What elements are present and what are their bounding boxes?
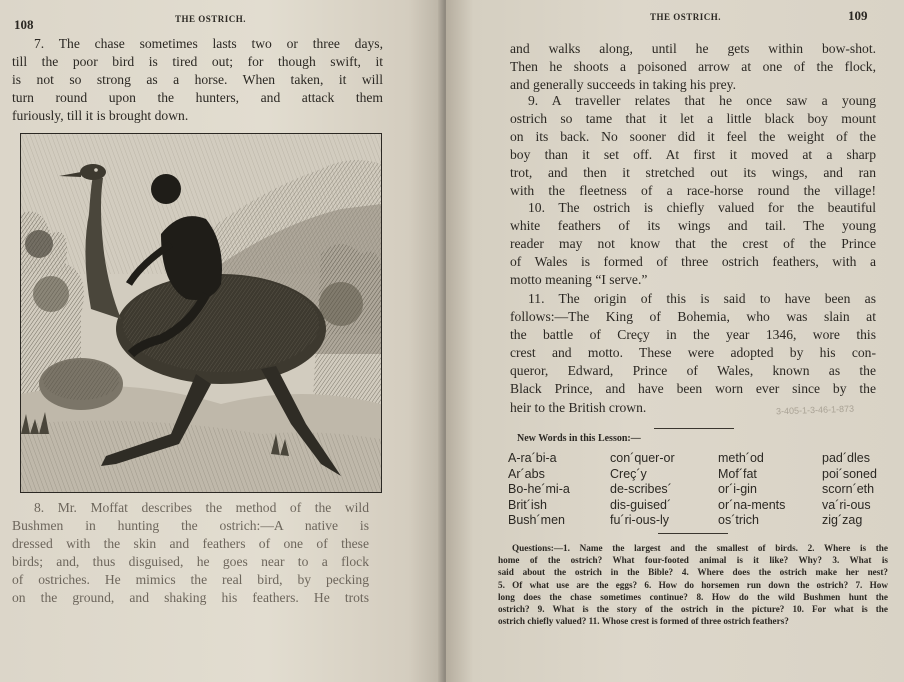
new-word: Bo-he´mi-a	[508, 482, 570, 497]
paragraph-line: crest and motto. These were adopted by his con-	[510, 345, 876, 361]
paragraph-line: birds; and, thus disguised, he goes near to a flock	[12, 554, 369, 570]
paragraph-line: queror, Edward, Prince of Wales, known as the	[510, 363, 876, 379]
new-word: os´trich	[718, 513, 759, 528]
new-word: Ar´abs	[508, 466, 545, 481]
new-words-column-1	[508, 451, 570, 529]
question-line: long does the chase sometimes continue? 8. How do the wild Bushmen hunt the	[498, 591, 888, 602]
question-line: ostrich chiefly valued? 11. Whose crest is formed of three ostrich feathers?	[498, 616, 789, 627]
paragraph-line: with the fleetness of a race-horse round the village!	[510, 183, 876, 199]
paragraph-line: follows:—The King of Bohemia, who was slain at	[510, 309, 876, 325]
paragraph-line: furiously, till it is brought down.	[12, 108, 189, 124]
question-line: said about the ostrich in the Bible? 4. Where does the ostrich make her nest?	[498, 567, 888, 578]
new-word: de-scribes´	[610, 482, 672, 497]
question-line: ostrich? 9. What is the story of the ostrich in the picture? 10. For what is the	[498, 604, 888, 615]
pencil-note: 3-405-1-3-46-1-873	[775, 403, 855, 417]
ostrich-with-rider-engraving-icon	[20, 133, 382, 493]
paragraph-line: and generally succeeds in taking his prey.	[510, 77, 736, 93]
new-word: con´quer-or	[610, 451, 675, 465]
paragraph-line: reader may not know that the crest of the Prince	[510, 236, 876, 252]
illustration-svg	[21, 134, 381, 492]
questions-block	[498, 542, 888, 627]
paragraph-line: the battle of Creçy in the year 1346, wore this	[510, 327, 876, 343]
new-word: Brit´ish	[508, 497, 547, 512]
new-word: A-ra´bi-a	[508, 451, 557, 465]
paragraph-line: white feathers of its wings and tail. The young	[510, 218, 876, 234]
question-line: home of the ostrich? What four-footed animal is it like? Why? 3. What is	[498, 555, 888, 566]
new-word: scorn´eth	[822, 482, 875, 497]
divider-top	[654, 428, 734, 429]
paragraph-line: Black Prince, and have been worn ever since by the	[510, 381, 876, 397]
paragraph-10	[510, 199, 876, 289]
new-word: meth´od	[718, 451, 764, 465]
paragraph-line: of Wales is formed of three ostrich feathers, with a	[510, 254, 876, 270]
paragraph-line: ostrich so tame that it let a little black boy mount	[510, 111, 876, 127]
new-word: pad´dles	[822, 451, 870, 465]
new-word: or´i-gin	[718, 482, 757, 497]
new-words-title: New Words in this Lesson:—	[517, 433, 641, 444]
paragraph-7	[12, 35, 383, 125]
question-line: 5. Of what use are the eggs? 6. How do horsemen run down the ostrich? 7. How	[498, 579, 888, 590]
paragraph-line: and walks along, until he gets within bow-shot.	[510, 41, 876, 56]
paragraph-9	[510, 92, 876, 201]
paragraph-line: dressed with the skin and feathers of one of these	[12, 536, 369, 552]
paragraph-line: turn round upon the hunters, and attack them	[12, 90, 383, 106]
new-word: Creç´y	[610, 466, 647, 481]
new-words-column-2	[610, 451, 675, 529]
paragraph-8-continued	[510, 40, 876, 94]
paragraph-line: heir to the British crown.	[510, 399, 647, 415]
paragraph-line: motto meaning “I serve.”	[510, 272, 648, 288]
paragraph-line: 8. Mr. Moffat describes the method of the wild	[34, 500, 369, 515]
paragraph-8	[12, 499, 369, 608]
paragraph-line: trot, and then it stretched out its wings, and ran	[510, 165, 876, 181]
new-words-column-3	[718, 451, 785, 529]
paragraph-line: 10. The ostrich is chiefly valued for the beautiful	[528, 200, 876, 215]
running-head-left: THE OSTRICH.	[175, 14, 247, 24]
paragraph-line: is not so strong as a horse. When taken, it will	[12, 72, 383, 88]
paragraph-line: boy than it set off. At first it moved at a sharp	[510, 147, 876, 163]
left-page	[0, 0, 444, 682]
paragraph-line: 7. The chase sometimes lasts two or three days,	[34, 36, 383, 51]
paragraph-line: on the ground, and shaking his feathers. He trots	[12, 590, 369, 606]
paragraph-line: Then he shoots a poisoned arrow at one of the flock,	[510, 59, 876, 75]
page-number-left: 108	[14, 17, 34, 32]
paragraph-line: on its back. No sooner did it feel the weight of the	[510, 129, 876, 145]
paragraph-line: 9. A traveller relates that he once saw a young	[528, 93, 876, 108]
paragraph-line: 11. The origin of this is said to have been as	[528, 291, 876, 306]
new-word: va´ri-ous	[822, 497, 871, 512]
divider-bottom	[658, 533, 728, 534]
question-line: Questions:—1. Name the largest and the smallest of birds. 2. Where is the	[512, 543, 888, 553]
right-page	[446, 0, 904, 682]
new-word: fu´ri-ous-ly	[610, 513, 670, 528]
paragraph-line: till the poor bird is tired out; for though swift, it	[12, 54, 383, 70]
new-word: zig´zag	[822, 513, 863, 528]
paragraph-11	[510, 290, 876, 417]
new-word: or´na-ments	[718, 497, 786, 512]
new-word: Bush´men	[508, 513, 565, 528]
running-head-right: THE OSTRICH.	[650, 12, 722, 22]
new-word: dis-guised´	[610, 497, 672, 512]
new-word: poi´soned	[822, 466, 877, 481]
page-number-right: 109	[848, 8, 868, 23]
paragraph-line: Bushmen in hunting the ostrich:—A native is	[12, 518, 369, 534]
paragraph-line: of ostriches. He mimics the real bird, by pecking	[12, 572, 369, 588]
new-word: Mof´fat	[718, 466, 757, 481]
new-words-column-4	[822, 451, 877, 529]
